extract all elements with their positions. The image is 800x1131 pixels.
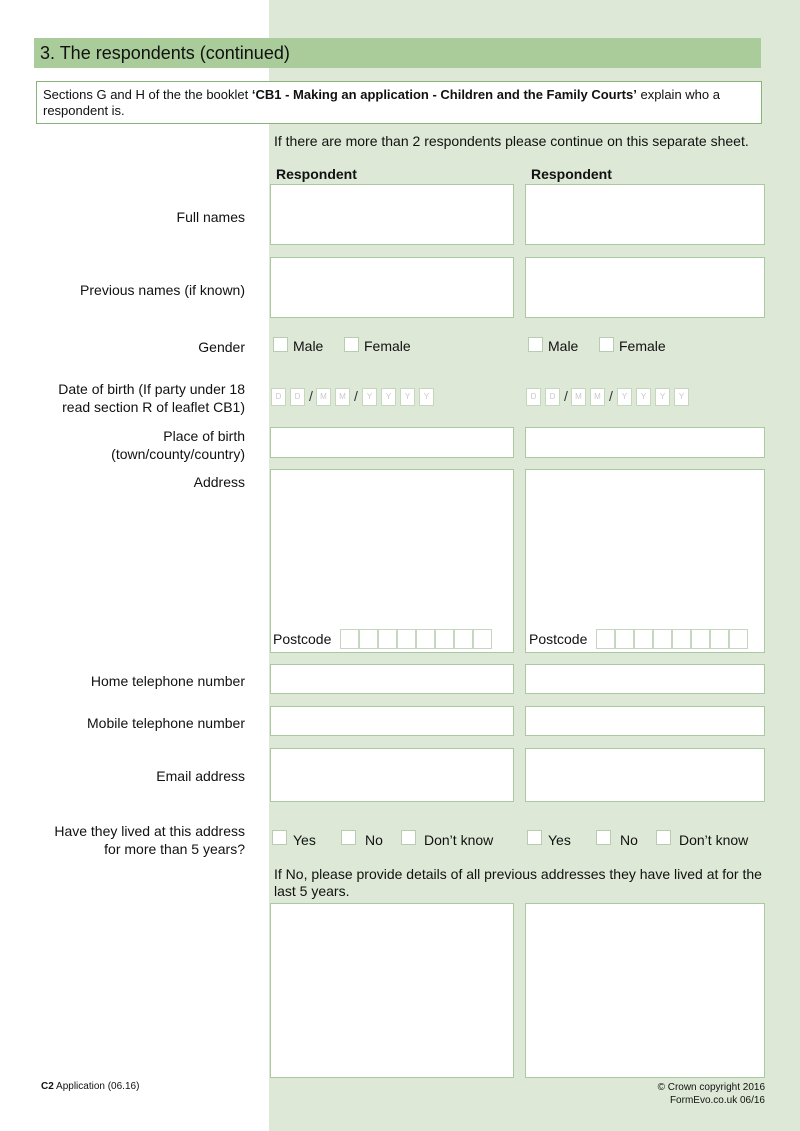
lived-at-address-label-line-1: Have they lived at this address: [54, 823, 245, 839]
respondent-2-postcode-label: Postcode: [529, 631, 588, 647]
previous-addresses-note: If No, please provide details of all previous addresses they have lived at for the last 5 years.: [274, 866, 762, 899]
dob-separator: /: [609, 388, 613, 404]
dob-year-cell[interactable]: Y: [655, 388, 670, 406]
respondent-1-home-telephone-field[interactable]: [270, 664, 514, 694]
respondent-1-dont-know-label: Don’t know: [424, 832, 494, 848]
respondent-1-dont-know-checkbox[interactable]: [401, 830, 416, 845]
full-names-label: Full names: [176, 209, 245, 225]
respondent-1-email-field[interactable]: [270, 748, 514, 802]
respondent-1-yes-label: Yes: [293, 832, 316, 848]
form-code: C2: [41, 1081, 54, 1092]
respondent-1-full-names-field[interactable]: [270, 184, 514, 245]
respondent-1-no-label: No: [365, 832, 383, 848]
respondent-2-yes-checkbox[interactable]: [527, 830, 542, 845]
postcode-cell[interactable]: [359, 629, 378, 649]
respondent-2-no-checkbox[interactable]: [596, 830, 611, 845]
dob-separator: /: [309, 388, 313, 404]
respondent-1-mobile-telephone-field[interactable]: [270, 706, 514, 736]
respondent-1-postcode-label: Postcode: [273, 631, 332, 647]
dob-day-cell[interactable]: D: [290, 388, 305, 406]
address-label: Address: [193, 474, 245, 490]
place-of-birth-label: [111, 427, 245, 463]
respondent-1-previous-names-field[interactable]: [270, 257, 514, 318]
respondent-2-dont-know-label: Don’t know: [679, 832, 749, 848]
email-label: Email address: [156, 768, 245, 784]
postcode-cell[interactable]: [653, 629, 672, 649]
respondent-1-female-label: Female: [364, 338, 411, 354]
dob-label-line-2: read section R of leaflet CB1): [62, 399, 245, 415]
respondent-1-address-field[interactable]: [270, 469, 514, 653]
section-header: [34, 38, 761, 68]
lived-at-address-label: [54, 822, 245, 858]
previous-names-label: Previous names (if known): [80, 282, 245, 298]
postcode-cell[interactable]: [397, 629, 416, 649]
gender-label: Gender: [198, 339, 245, 355]
dob-separator: /: [564, 388, 568, 404]
postcode-cell[interactable]: [710, 629, 729, 649]
dob-year-cell[interactable]: Y: [381, 388, 396, 406]
respondent-2-male-checkbox[interactable]: [528, 337, 543, 352]
respondent-1-male-label: Male: [293, 338, 324, 354]
respondent-2-previous-names-field[interactable]: [525, 257, 765, 318]
postcode-cell[interactable]: [672, 629, 691, 649]
separate-sheet-note: If there are more than 2 respondents please continue on this separate sheet.: [274, 133, 749, 149]
respondent-2-full-names-field[interactable]: [525, 184, 765, 245]
respondent-2-mobile-telephone-field[interactable]: [525, 706, 765, 736]
intro-prefix: Sections G and H of the the booklet: [43, 87, 252, 102]
dob-year-cell[interactable]: Y: [419, 388, 434, 406]
dob-year-cell[interactable]: Y: [636, 388, 651, 406]
dob-day-cell[interactable]: D: [545, 388, 560, 406]
footer-credits: [658, 1081, 765, 1107]
respondent-2-no-label: No: [620, 832, 638, 848]
respondent-1-place-of-birth-field[interactable]: [270, 427, 514, 458]
postcode-cell[interactable]: [416, 629, 435, 649]
dob-year-cell[interactable]: Y: [400, 388, 415, 406]
respondent-2-home-telephone-field[interactable]: [525, 664, 765, 694]
respondent-1-female-checkbox[interactable]: [344, 337, 359, 352]
dob-year-cell[interactable]: Y: [617, 388, 632, 406]
respondent-2-female-label: Female: [619, 338, 666, 354]
postcode-cell[interactable]: [729, 629, 748, 649]
form-reference: [41, 1081, 139, 1092]
respondent-2-heading: Respondent: [531, 166, 612, 182]
respondent-2-male-label: Male: [548, 338, 579, 354]
respondent-2-address-field[interactable]: [525, 469, 765, 653]
section-title: 3. The respondents (continued): [40, 43, 290, 63]
dob-day-cell[interactable]: D: [271, 388, 286, 406]
postcode-cell[interactable]: [378, 629, 397, 649]
intro-booklet-title: ‘CB1 - Making an application - Children and the Family Courts’: [251, 87, 637, 102]
respondent-1-yes-checkbox[interactable]: [272, 830, 287, 845]
mobile-telephone-label: Mobile telephone number: [87, 715, 245, 731]
intro-suffix: explain who a respondent is.: [43, 87, 720, 118]
dob-label: [58, 380, 245, 416]
respondent-2-previous-addresses-field[interactable]: [525, 903, 765, 1078]
dob-year-cell[interactable]: Y: [362, 388, 377, 406]
respondent-1-heading: Respondent: [276, 166, 357, 182]
postcode-cell[interactable]: [634, 629, 653, 649]
dob-month-cell[interactable]: M: [316, 388, 331, 406]
respondent-2-place-of-birth-field[interactable]: [525, 427, 765, 458]
postcode-cell[interactable]: [454, 629, 473, 649]
copyright-text: © Crown copyright 2016: [657, 1082, 765, 1093]
postcode-cell[interactable]: [691, 629, 710, 649]
dob-month-cell[interactable]: M: [571, 388, 586, 406]
place-of-birth-label-line-1: Place of birth: [163, 428, 245, 444]
place-of-birth-label-line-2: (town/county/country): [111, 446, 245, 462]
respondent-1-male-checkbox[interactable]: [273, 337, 288, 352]
respondent-2-dont-know-checkbox[interactable]: [656, 830, 671, 845]
respondent-1-no-checkbox[interactable]: [341, 830, 356, 845]
dob-separator: /: [354, 388, 358, 404]
form-name: Application (06.16): [53, 1081, 140, 1092]
respondent-2-yes-label: Yes: [548, 832, 571, 848]
source-text: FormEvo.co.uk 06/16: [669, 1095, 765, 1106]
respondent-2-female-checkbox[interactable]: [599, 337, 614, 352]
dob-month-cell[interactable]: M: [335, 388, 350, 406]
postcode-cell[interactable]: [340, 629, 359, 649]
intro-note: [36, 81, 762, 124]
postcode-cell[interactable]: [615, 629, 634, 649]
postcode-cell[interactable]: [596, 629, 615, 649]
dob-year-cell[interactable]: Y: [674, 388, 689, 406]
respondent-2-email-field[interactable]: [525, 748, 765, 802]
postcode-cell[interactable]: [473, 629, 492, 649]
respondent-1-previous-addresses-field[interactable]: [270, 903, 514, 1078]
dob-month-cell[interactable]: M: [590, 388, 605, 406]
lived-at-address-label-line-2: for more than 5 years?: [104, 841, 245, 857]
dob-label-line-1: Date of birth (If party under 18: [58, 381, 245, 397]
postcode-cell[interactable]: [435, 629, 454, 649]
home-telephone-label: Home telephone number: [90, 673, 245, 689]
dob-day-cell[interactable]: D: [526, 388, 541, 406]
